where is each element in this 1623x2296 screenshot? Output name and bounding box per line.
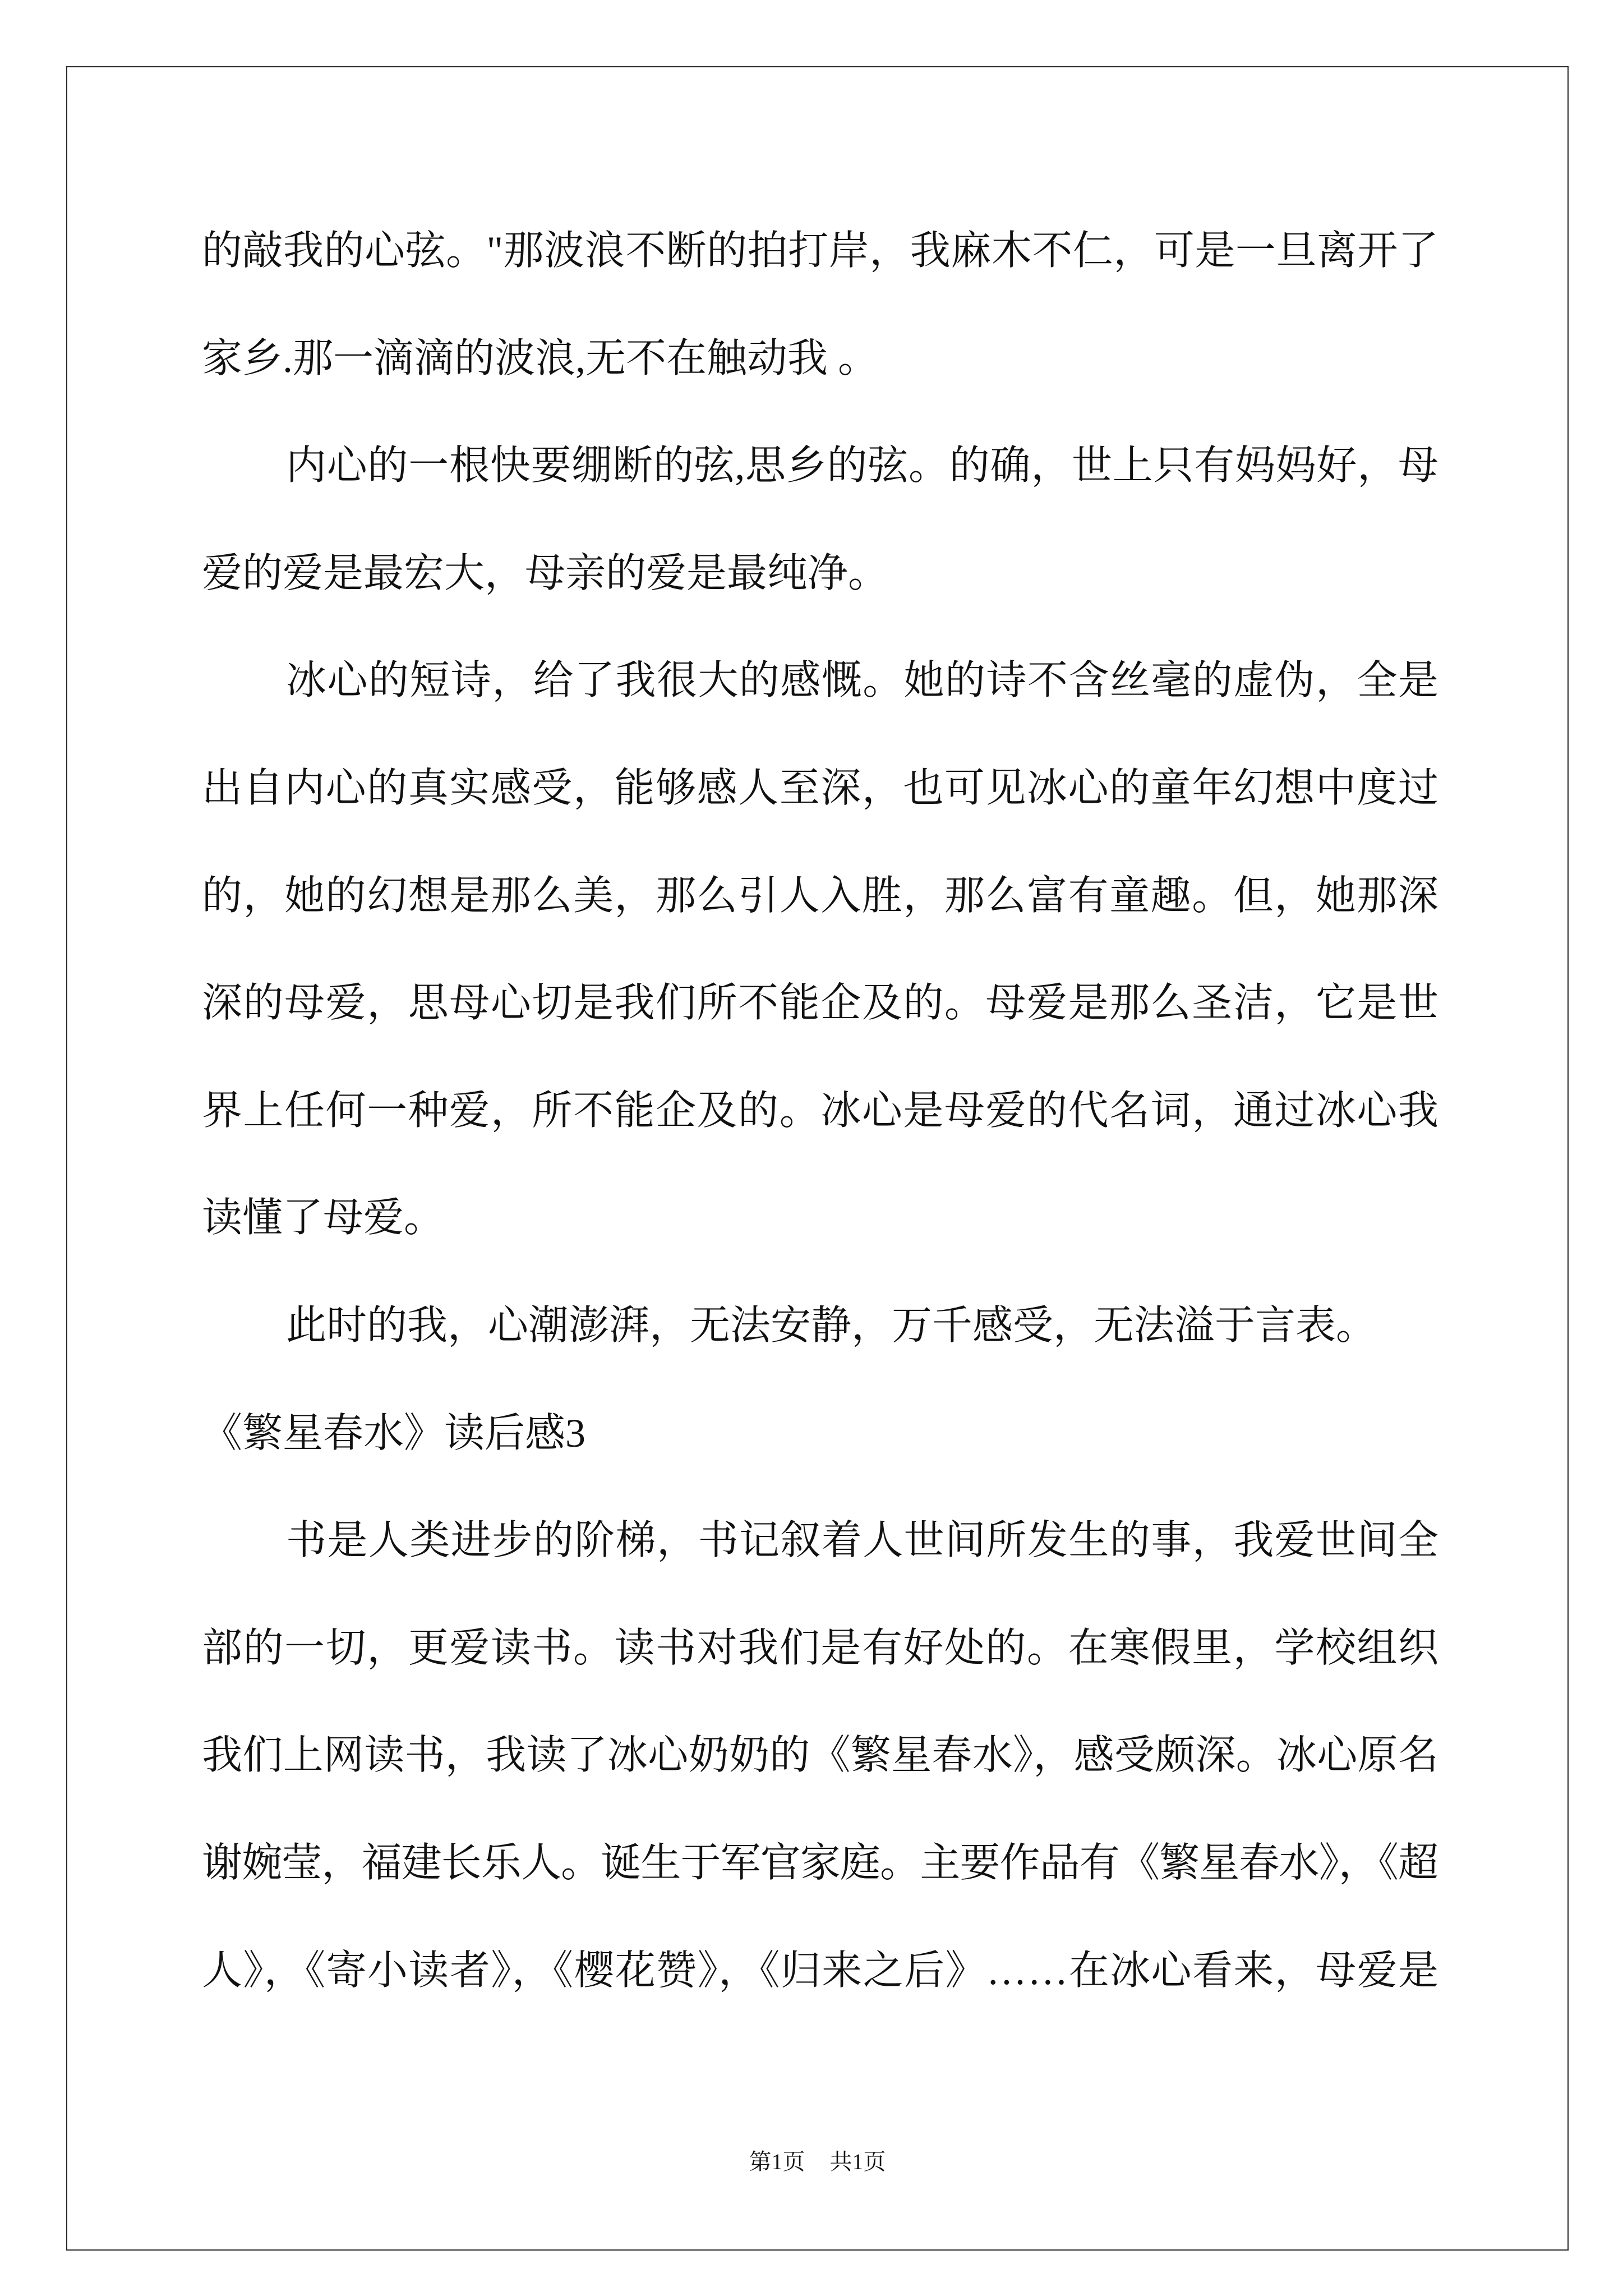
text-line: 谢婉莹，福建长乐人。诞生于军官家庭。主要作品有《繁星春水》，《超: [202, 1840, 1438, 1885]
page-total: 共1页: [829, 2149, 886, 2174]
text-line: 读懂了母爱。: [202, 1195, 445, 1241]
text-line: 冰心的短诗，给了我很大的感慨。她的诗不含丝毫的虚伪，全是: [286, 658, 1440, 703]
text-line: 人》，《寄小读者》，《樱花赞》，《归来之后》……在冰心看来，母爱是: [202, 1948, 1440, 1993]
text-line: 的敲我的心弦。"那波浪不断的拍打岸，我麻木不仁，可是一旦离开了: [202, 228, 1439, 273]
text-line: 出自内心的真实感受，能够感人至深，也可见冰心的童年幻想中度过: [202, 765, 1440, 811]
text-line: 界上任何一种爱，所不能企及的。冰心是母爱的代名词，通过冰心我: [202, 1088, 1440, 1133]
text-line: 内心的一根快要绷断的弦,思乡的弦。的确，世上只有妈妈好，母: [286, 443, 1439, 489]
text-line: 书是人类进步的阶梯，书记叙着人世间所发生的事，我爱世间全: [286, 1518, 1440, 1563]
page-number: 第1页: [749, 2149, 805, 2174]
paragraph: [202, 197, 1438, 412]
section-title: 《繁星春水》读后感3: [202, 1410, 586, 1456]
document-body: [202, 197, 1438, 2024]
paragraph: [202, 627, 1438, 1272]
paragraph: [202, 1487, 1438, 2024]
text-line: 此时的我，心潮澎湃，无法安静，万千感受，无法溢于言表。: [286, 1303, 1377, 1348]
text-line: 的，她的幻想是那么美，那么引人入胜，那么富有童趣。但，她那深: [202, 873, 1440, 918]
text-line: 家乡.那一滴滴的波浪,无不在触动我 。: [202, 335, 879, 381]
text-line: 我们上网读书，我读了冰心奶奶的《繁星春水》，感受颇深。冰心原名: [202, 1733, 1439, 1778]
text-line: 部的一切，更爱读书。读书对我们是有好处的。在寒假里，学校组织: [202, 1625, 1440, 1671]
page-footer: [66, 2147, 1569, 2177]
paragraph: [202, 412, 1438, 627]
text-line: 深的母爱，思母心切是我们所不能企及的。母爱是那么圣洁，它是世: [202, 981, 1440, 1026]
text-line: 爱的爱是最宏大，母亲的爱是最纯净。: [202, 550, 889, 596]
paragraph: [202, 1272, 1438, 1380]
